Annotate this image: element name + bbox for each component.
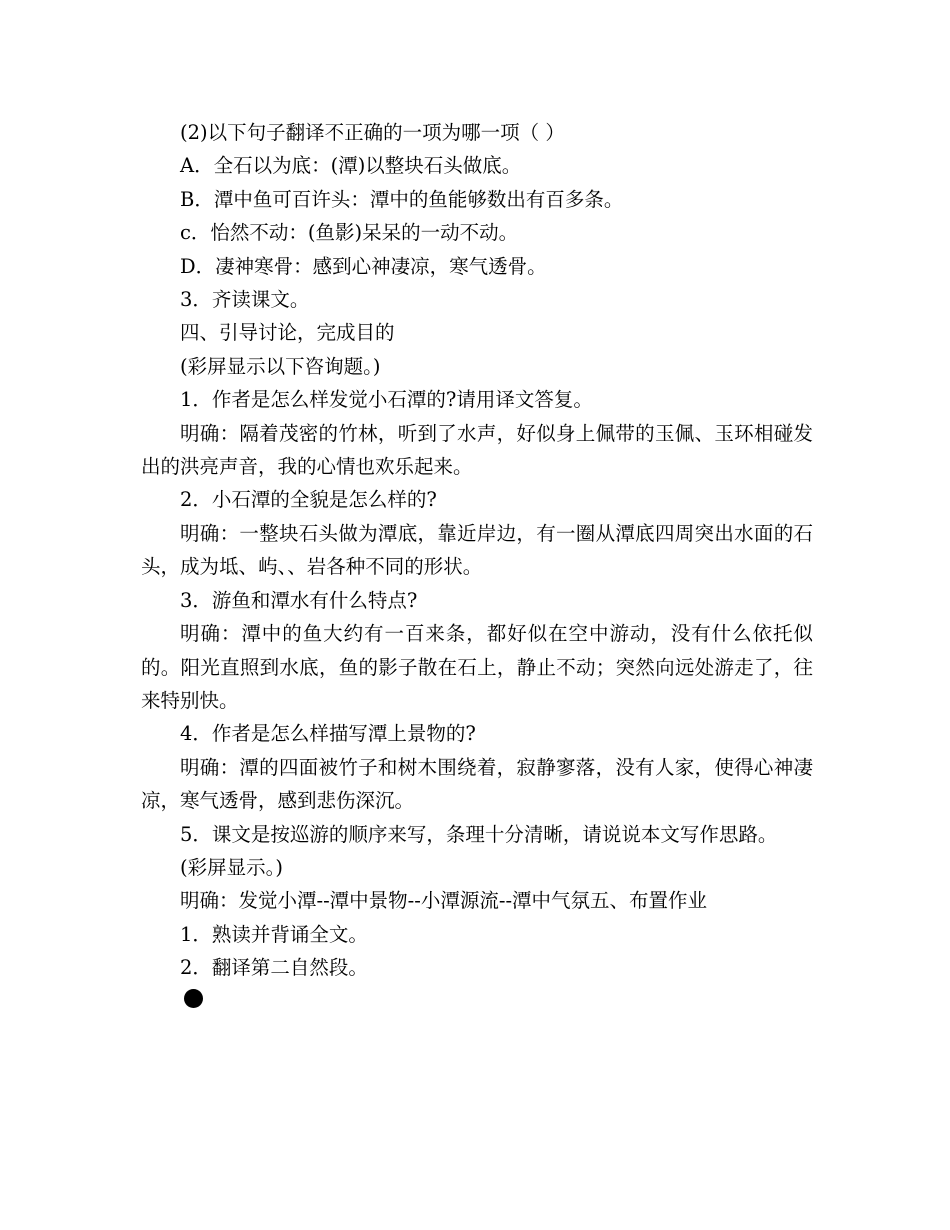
discussion-question-4: 4．作者是怎么样描写潭上景物的? — [180, 722, 476, 746]
option-c: c．怡然不动：(鱼影)呆呆的一动不动。 — [180, 221, 519, 245]
discussion-answer-3: 明确：潭中的鱼大约有一百来条，都好似在空中游动，没有什么依托似的。阳光直照到水底，鱼的影子散在石上，静止不动；突然向远处游走了，往来特别快。 — [141, 622, 813, 712]
homework-item-1: 1．熟读并背诵全文。 — [180, 922, 368, 946]
screen-display-note: (彩屏显示以下咨询题。) — [180, 354, 381, 378]
homework-item-2: 2．翻译第二自然段。 — [180, 956, 368, 980]
step-3-read-aloud: 3．齐读课文。 — [180, 288, 310, 312]
option-d: D．凄神寒骨：感到心神凄凉，寒气透骨。 — [180, 254, 547, 278]
question-2-heading: (2)以下句子翻译不正确的一项为哪一项（ ） — [180, 121, 565, 144]
screen-display-note-2: (彩屏显示。) — [180, 855, 283, 879]
discussion-answer-2: 明确：一整块石头做为潭底，靠近岸边，有一圈从潭底四周突出水面的石头，成为坻、屿、、岩各种不同的形状。 — [141, 521, 813, 579]
discussion-question-5: 5．课文是按巡游的顺序来写，条理十分清晰，请说说本文写作思路。 — [180, 822, 778, 846]
discussion-answer-4: 明确：潭的四面被竹子和树木围绕着，寂静寥落，没有人家，使得心神凄凉，寒气透骨，感到悲伤深沉。 — [141, 755, 813, 813]
section-4-heading: 四、引导讨论，完成目的 — [180, 321, 395, 345]
option-a: A．全石以为底：(潭)以整块石头做底。 — [180, 154, 522, 178]
document-body — [141, 116, 813, 1008]
discussion-question-3: 3．游鱼和潭水有什么特点? — [180, 588, 418, 612]
discussion-question-1: 1．作者是怎么样发觉小石潭的?请用译文答复。 — [180, 388, 593, 412]
discussion-answer-1: 明确：隔着茂密的竹林，听到了水声，好似身上佩带的玉佩、玉环相碰发出的洪亮声音，我的心情也欢乐起来。 — [141, 421, 813, 479]
bullet-icon — [184, 989, 203, 1008]
option-b: B．潭中鱼可百许头：潭中的鱼能够数出有百多条。 — [180, 187, 624, 211]
discussion-answer-5: 明确：发觉小潭--潭中景物--小潭源流--潭中气氛五、布置作业 — [180, 889, 708, 913]
discussion-question-2: 2．小石潭的全貌是怎么样的? — [180, 488, 437, 512]
